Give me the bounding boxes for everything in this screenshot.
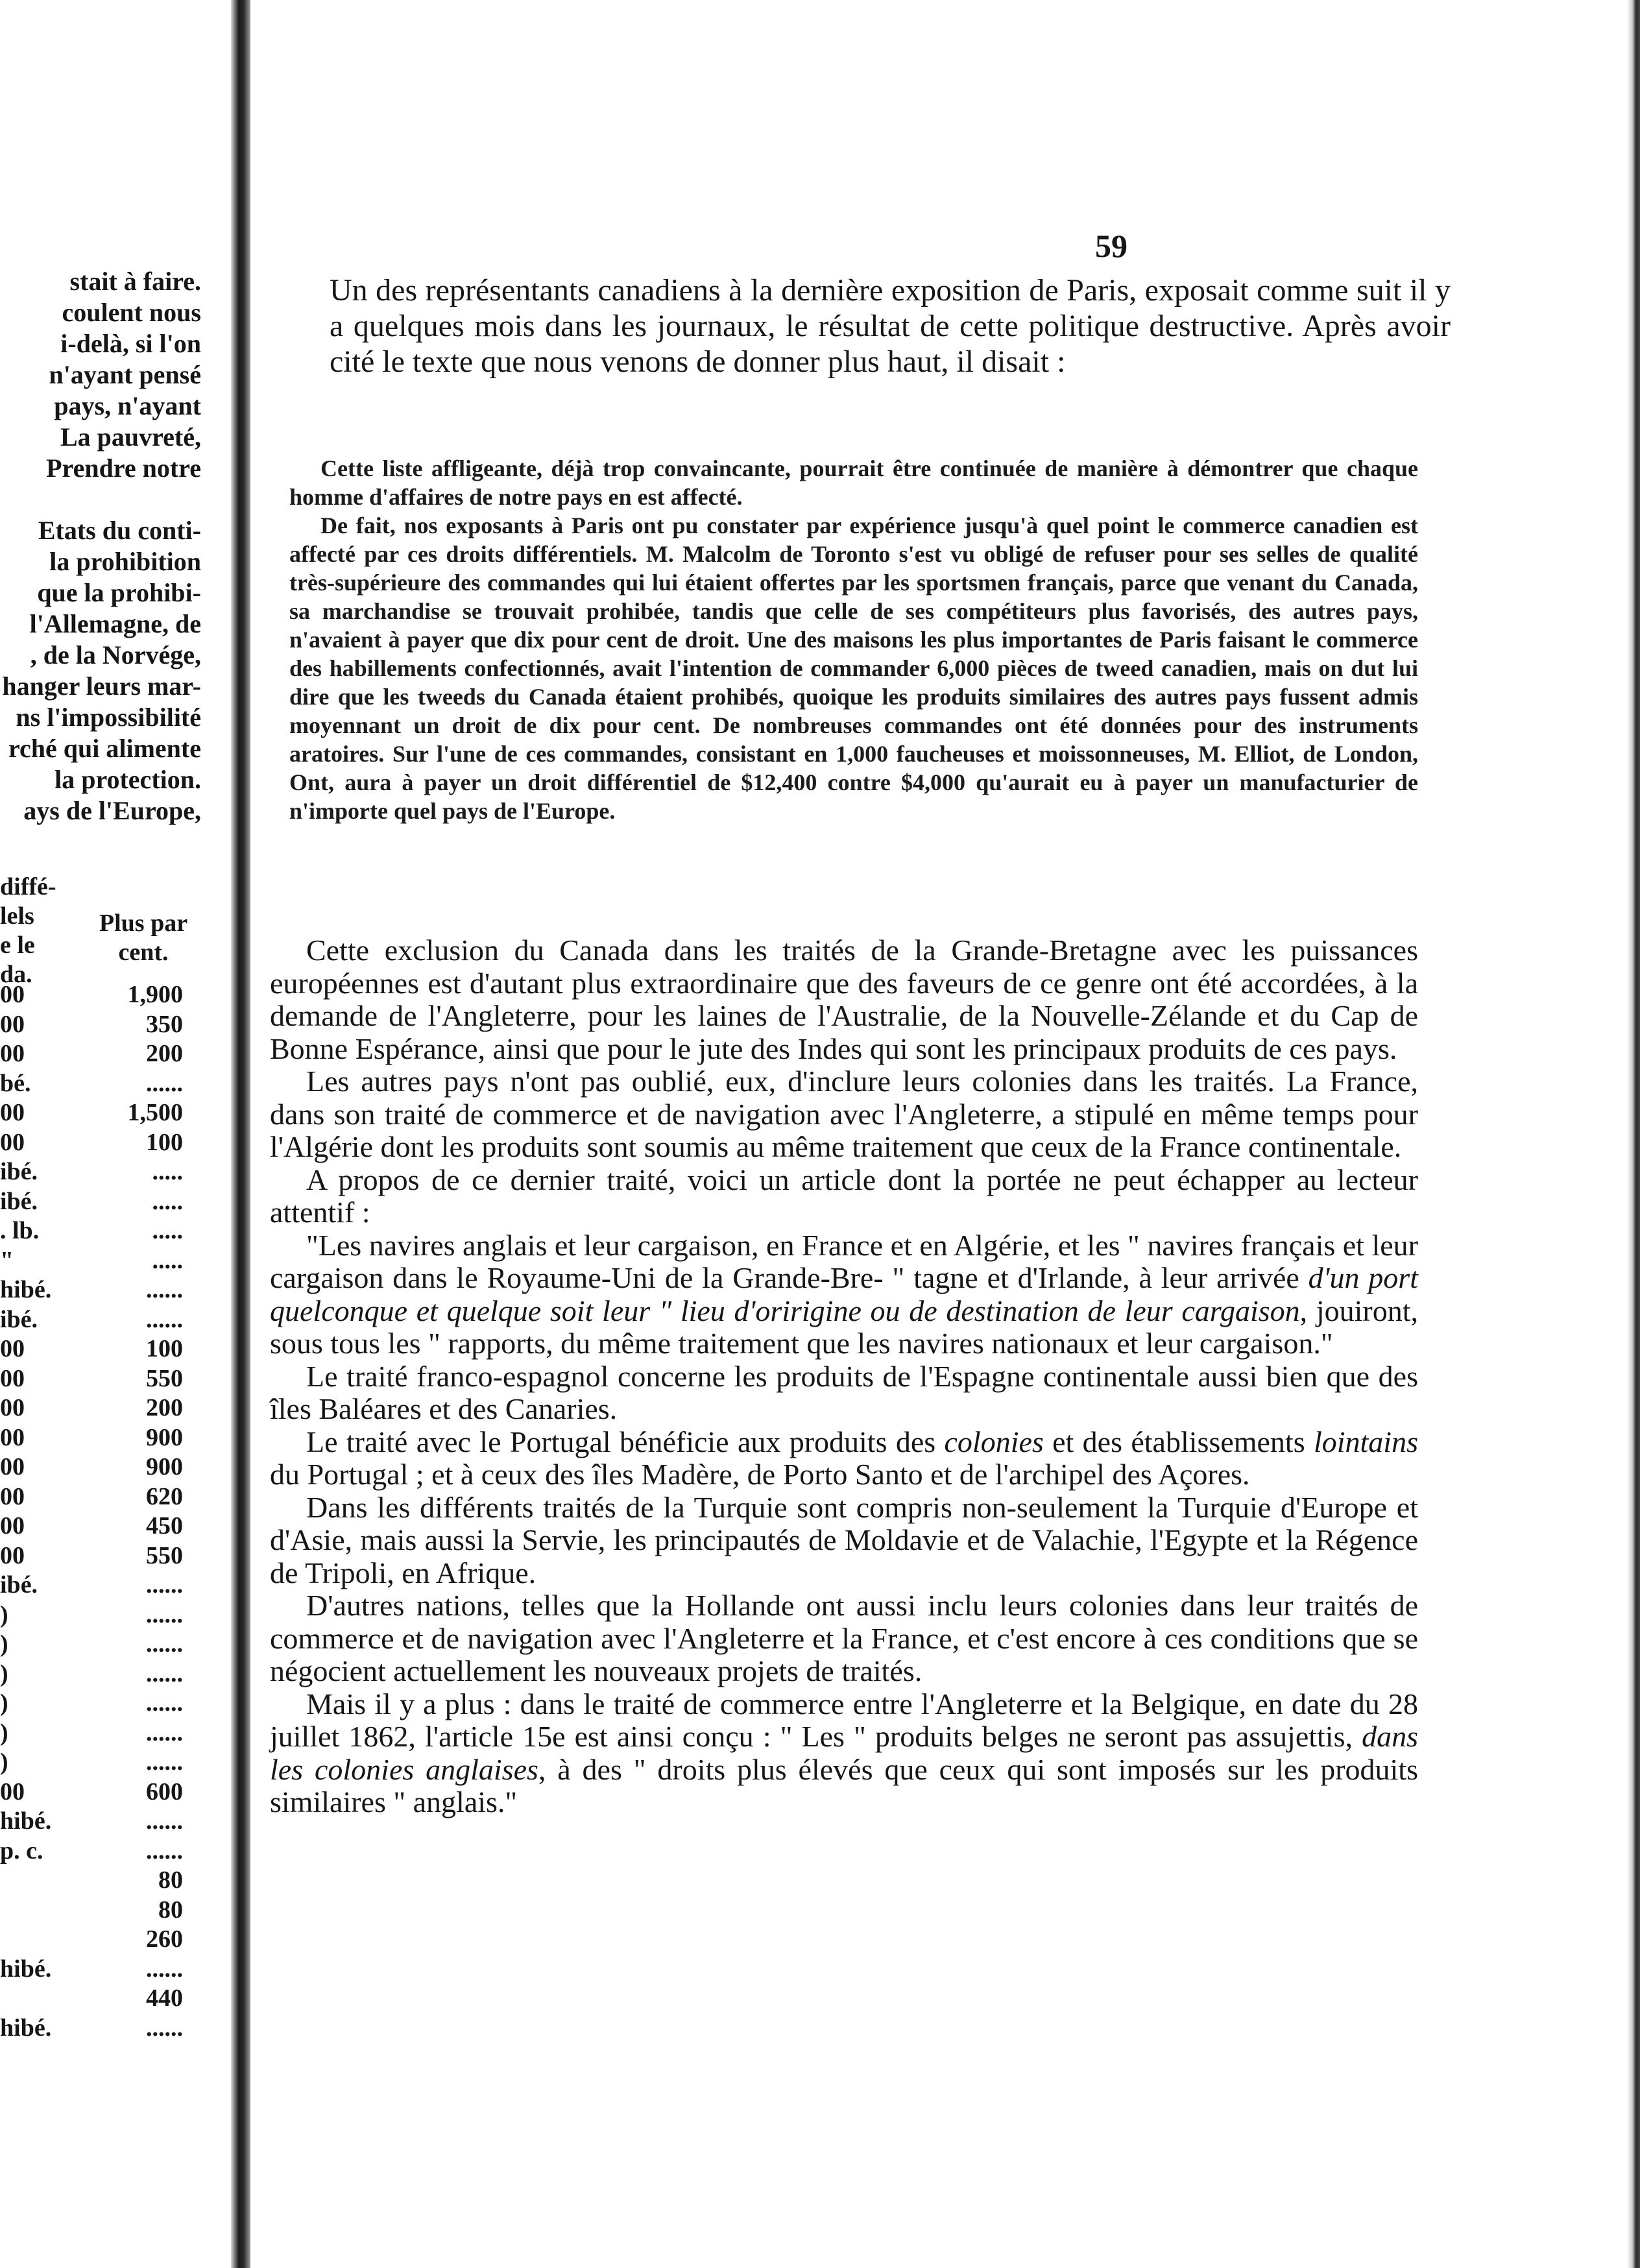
table-row (0, 1364, 214, 1394)
table-cell-value: ...... (146, 1571, 183, 1598)
table-header-right: Plus par cent. (99, 910, 188, 966)
table-cell-value: 550 (146, 1541, 183, 1569)
book-gutter (231, 0, 250, 2268)
table-cell-value: 200 (146, 1040, 183, 1067)
table-cell-value: 260 (146, 1925, 183, 1953)
table-row (0, 1098, 214, 1128)
left-text-line: que la prohibi- (37, 578, 201, 607)
quote-paragraph: De fait, nos exposants à Paris ont pu constater par expérience jusqu'à quel point le commerce canadien est affecté par ces droits différentiels. M. Malcolm de Toronto s'est vu obligé de refuser pour ses selles de qualité très-supérieure des commandes qui lui étaient offertes par les sportsmen français, parce que venant du Canada, sa marchandise se trouvait prohibée, tandis que celle de ses compétiteurs plus favorisés, des autres pays, n'avaient à payer que dix pour cent de droit. Une des maisons les plus importantes de Paris faisant le commerce des habillements confectionnés, avait l'intention de commander 6,000 pièces de tweed canadien, mais on dut lui dire que les tweeds du Canada étaient prohibés, quoique les produits similaires des autres pays fussent admis moyennant un droit de dix pour cent. De nombreuses commandes ont été données pour des instruments aratoires. Sur l'une de ces commandes, consistant en 1,000 faucheuses et moissonneuses, M. Elliot, de London, Ont, aura à payer un droit différentiel de $12,400 contre $4,000 qu'aurait eu à payer un manufacturier de n'importe quel pays de l'Europe. (289, 513, 1418, 824)
paragraph: Dans les différents traités de la Turquie sont compris non-seulement la Turquie d'Europe et d'Asie, mais aussi la Servie, les principautés de Moldavie et de Valachie, l'Egypte et la Régence de Tripoli, en Afrique. (270, 1490, 1418, 1589)
table-cell-label: ) (0, 1719, 8, 1746)
table-row (0, 1689, 214, 1719)
paragraph-italic: dans les colonies anglaises (270, 1720, 1418, 1786)
table-cell-label: p. c. (0, 1837, 43, 1864)
quoted-article (270, 1229, 1418, 1360)
table-cell-value: ...... (146, 1955, 183, 1983)
quoted-article-text: , jouiront, sous tous les " rapports, du même traitement que les navires nationaux et leur cargaison." (270, 1294, 1418, 1360)
table-cell-label: hibé. (0, 2014, 52, 2042)
table-cell-value: 600 (146, 1778, 183, 1805)
table-row (0, 1807, 214, 1837)
left-text-line: n'ayant pensé (49, 360, 201, 389)
paragraph: Les autres pays n'ont pas oublié, eux, d'inclure leurs colonies dans les traités. La France, dans son traité de commerce et de navigation avec l'Angleterre, a stipulé en même temps pour l'Algérie dont les produits sont soumis au même traitement que ceux de la France continentale. (270, 1065, 1418, 1163)
table-row (0, 1778, 214, 1807)
left-text-line: rché qui alimente (8, 734, 201, 763)
left-text-line: Etats du conti- (38, 516, 201, 545)
table-cell-label: ) (0, 1659, 8, 1687)
table-row (0, 1955, 214, 1984)
table-cell-label: hibé. (0, 1955, 52, 1983)
table-cell-value: 900 (146, 1453, 183, 1480)
table-row (0, 1010, 214, 1040)
quoted-article-italic: d'un port quelconque et quelque soit leur " lieu d'oririgine ou de destination de leur cargaison (270, 1261, 1418, 1327)
table-cell-value: ..... (152, 1158, 183, 1185)
table-cell-value: ...... (146, 2014, 183, 2042)
table-cell-value: ..... (152, 1246, 183, 1274)
table-cell-value: 80 (158, 1896, 183, 1924)
quote-paragraph: Cette liste affligeante, déjà trop convaincante, pourrait être continuée de manière à démontrer que chaque homme d'affaires de notre pays en est affecté. (289, 455, 1418, 510)
table-cell-label: 00 (0, 1423, 25, 1451)
table-row (0, 1216, 214, 1246)
table-cell-label: ) (0, 1748, 8, 1776)
paragraph-text: du Portugal ; et à ceux des îles Madère, de Porto Santo et de l'archipel des Açores. (270, 1458, 1250, 1491)
table-cell-label: 00 (0, 1453, 25, 1480)
table-cell-value: ...... (146, 1719, 183, 1746)
left-text-line: La pauvreté, (60, 422, 201, 452)
intro-paragraph: Un des représentants canadiens à la dernière exposition de Paris, exposait comme suit il y a quelques mois dans les journaux, le résultat de cette politique destructive. Après avoir cité le texte que nous venons de donner plus haut, il disait : (330, 273, 1451, 379)
paragraph-text: Mais il y a plus : dans le traité de commerce entre l'Angleterre et la Belgique, en date du 28 juillet 1862, l'article 15e est ainsi conçu : " Les " produits belges ne seront pas assujettis, (270, 1687, 1418, 1753)
table-cell-value: ...... (146, 1276, 183, 1303)
table-cell-value: ...... (146, 1807, 183, 1835)
paragraph (270, 1426, 1418, 1491)
table-cell-value: ...... (146, 1305, 183, 1333)
tariff-table-header (0, 873, 214, 988)
paragraph: A propos de ce dernier traité, voici un article dont la portée ne peut échapper au lecteur attentif : (270, 1163, 1418, 1229)
table-cell-value: 620 (146, 1482, 183, 1510)
table-cell-label: 00 (0, 981, 25, 1008)
table-row (0, 980, 214, 1010)
page-number: 59 (1095, 228, 1128, 264)
left-text-line: l'Allemagne, de (29, 609, 201, 638)
left-text-line: pays, n'ayant (54, 391, 201, 420)
table-row (0, 1659, 214, 1689)
table-cell-label: ) (0, 1600, 8, 1628)
table-cell-value: 440 (146, 1984, 183, 2012)
table-row (0, 1541, 214, 1571)
table-row (0, 2014, 214, 2044)
table-cell-label: bé. (0, 1069, 31, 1097)
paragraph-italic: colonies (944, 1425, 1044, 1458)
table-cell-label: ibé. (0, 1305, 38, 1333)
table-cell-label: . lb. (0, 1217, 40, 1244)
table-cell-label: 00 (0, 1512, 25, 1539)
table-cell-label: 00 (0, 1394, 25, 1421)
table-row (0, 1837, 214, 1866)
table-cell-value: ...... (146, 1659, 183, 1687)
block-quote (289, 454, 1418, 825)
table-cell-label: hibé. (0, 1807, 52, 1835)
table-row (0, 1571, 214, 1600)
paragraph (270, 1688, 1418, 1819)
table-cell-value: ...... (146, 1748, 183, 1776)
table-row (0, 1984, 214, 2014)
table-cell-value: ...... (146, 1837, 183, 1864)
table-row (0, 1393, 214, 1423)
table-cell-value: ...... (146, 1600, 183, 1628)
table-cell-label: hibé. (0, 1276, 52, 1303)
table-row (0, 1275, 214, 1305)
quoted-article-text: "Les navires anglais et leur cargaison, en France et en Algérie, et les " navires français et leur cargaison dans le Royaume-Uni de la Grande-Bre- " tagne et d'Irlande, à leur arrivée (270, 1228, 1418, 1294)
main-text (270, 934, 1418, 1819)
paragraph-text: , à des " droits plus élevés que ceux qui sont imposés sur les produits similaires " anglais." (270, 1752, 1418, 1818)
table-row (0, 1187, 214, 1217)
table-cell-label: 00 (0, 1010, 25, 1038)
table-row (0, 1246, 214, 1276)
left-page-text (0, 266, 201, 826)
table-cell-value: ..... (152, 1187, 183, 1215)
left-text-line: la prohibition (49, 547, 201, 576)
table-cell-label: " (0, 1246, 14, 1274)
table-cell-label: 00 (0, 1482, 25, 1510)
table-cell-value: 900 (146, 1423, 183, 1451)
paragraph-text: et des établissements (1043, 1425, 1314, 1458)
table-row (0, 1039, 214, 1069)
paragraph: D'autres nations, telles que la Hollande ont aussi inclu leurs colonies dans leur traités de commerce et de navigation avec l'Angleterre et la France, et c'est encore à ces conditions que se négocient actuellement les nouveaux projets de traités. (270, 1589, 1418, 1687)
page-right-edge (1627, 0, 1640, 2268)
table-cell-label: 00 (0, 1541, 25, 1569)
table-cell-value: ...... (146, 1069, 183, 1097)
table-row (0, 1512, 214, 1541)
tariff-table (0, 873, 214, 2043)
table-cell-value: 80 (158, 1866, 183, 1894)
left-text-line: hanger leurs mar- (2, 671, 201, 701)
paragraph-italic: lointains (1313, 1425, 1418, 1458)
table-row (0, 1630, 214, 1659)
left-page-fragment (0, 0, 234, 2268)
table-cell-label: ) (0, 1630, 8, 1658)
table-row (0, 1453, 214, 1482)
table-row (0, 1305, 214, 1335)
left-text-line (0, 484, 201, 515)
table-cell-value: ...... (146, 1630, 183, 1658)
table-cell-value: ...... (146, 1689, 183, 1717)
left-text-line: coulent nous (62, 298, 201, 327)
table-row (0, 1896, 214, 1925)
table-cell-label: ibé. (0, 1571, 38, 1598)
table-row (0, 1866, 214, 1896)
left-text-line: la protection. (54, 765, 201, 794)
left-text-line: i-delà, si l'on (60, 329, 201, 358)
left-text-line: ns l'impossibilité (16, 703, 201, 732)
left-text-line: , de la Norvége, (30, 640, 201, 670)
table-row (0, 1925, 214, 1955)
left-text-line: ays de l'Europe, (23, 796, 201, 825)
table-cell-label: 00 (0, 1335, 25, 1362)
paragraph-text: Le traité avec le Portugal bénéficie aux produits des (306, 1425, 945, 1458)
left-text-line: Prendre notre (46, 453, 201, 483)
table-cell-value: 1,500 (127, 1099, 183, 1126)
table-header-left: diffé- lels e le da. (0, 873, 56, 988)
main-page (265, 0, 1614, 2268)
left-text-line: stait à faire. (69, 267, 201, 296)
table-cell-label: 00 (0, 1364, 25, 1392)
table-row (0, 1423, 214, 1453)
table-cell-label: 00 (0, 1128, 25, 1156)
table-cell-value: 450 (146, 1512, 183, 1539)
table-cell-label: ) (0, 1689, 8, 1717)
table-row (0, 1334, 214, 1364)
paragraph: Cette exclusion du Canada dans les traités de la Grande-Bretagne avec les puissances européennes est d'autant plus extraordinaire que des faveurs de ce genre ont été accordées, à la demande de l'Angleterre, pour les laines de l'Australie, de la Nouvelle-Zélande et du Cap de Bonne Espérance, ainsi que pour le jute des Indes qui sont les principaux produits de ces pays. (270, 934, 1418, 1065)
table-cell-label: 00 (0, 1040, 25, 1067)
table-row (0, 1719, 214, 1748)
table-cell-label: ibé. (0, 1158, 38, 1185)
table-cell-label: 00 (0, 1099, 25, 1126)
table-row (0, 1748, 214, 1778)
table-cell-value: 100 (146, 1128, 183, 1156)
table-cell-value: 100 (146, 1335, 183, 1362)
table-row (0, 1069, 214, 1099)
table-cell-label: 00 (0, 1778, 25, 1805)
table-row (0, 1600, 214, 1630)
paragraph: Le traité franco-espagnol concerne les produits de l'Espagne continentale aussi bien que des îles Baléares et des Canaries. (270, 1359, 1418, 1425)
table-row (0, 1482, 214, 1512)
table-cell-value: 200 (146, 1394, 183, 1421)
table-row (0, 1128, 214, 1158)
table-cell-value: 1,900 (127, 981, 183, 1008)
tariff-table-rows (0, 980, 214, 2043)
table-cell-value: 550 (146, 1364, 183, 1392)
table-cell-value: 350 (146, 1010, 183, 1038)
table-cell-label: ibé. (0, 1187, 38, 1215)
table-cell-value: ..... (152, 1217, 183, 1244)
table-row (0, 1157, 214, 1187)
